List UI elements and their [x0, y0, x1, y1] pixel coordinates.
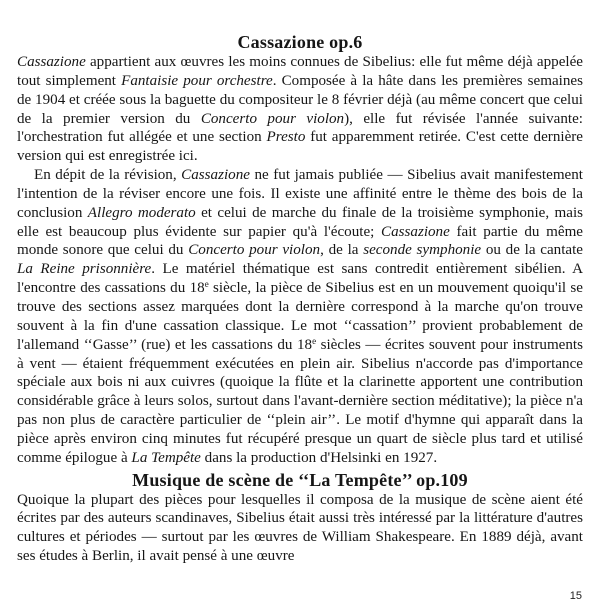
document-page — [17, 31, 583, 566]
italic-title: Concerto pour violon — [200, 110, 345, 127]
italic-title: seconde symphonie — [363, 242, 482, 259]
italic-title: Concerto pour violon — [188, 242, 321, 259]
italic-title: Cassazione — [181, 167, 250, 184]
section-title-cassazione: Cassazione op.6 — [237, 32, 363, 52]
ordinal-superscript: e — [312, 335, 317, 346]
paragraph-tempete-intro: Quoique la plupart des pièces pour lesquelles il composa de la musique de scène aient été écrites par des auteurs scandinaves, Sibelius était aussi très intéressé par la littérature d'autres cultures et périodes — surtout par les œuvres de William Shakespeare. En 1889 déjà, avant ses études à Berlin, il avait pensé à une œuvre — [17, 491, 583, 565]
paragraph-cassazione-revision: En dépit de la révision, Cassazione ne fut jamais publiée — Sibelius avait manifestement l'intention de la réviser encore une fois. Il existe une affinité entre le thème des bois de la conclusion Allegro moderato et celui de marche du finale de la troisième symphonie, mais elle est beaucoup plus évidente sur papier qu'à l'écoute; Cassazione fait partie du même monde sonore que celui du Concerto pour violon, de la seconde symphonie ou de la cantate La Reine prisonnière. Le matériel thématique est sans contredit entièrement sibélien. A l'encontre des cassations du 18e siècle, la pièce de Sibelius est en un mouvement quoiqu'il se trouve des sections assez marquées dont la dernière correspond à la marche qu'on trouve souvent à la fin d'une cassation classique. Le mot ‘‘cassation’’ provient probablement de l'allemand ‘‘Gasse’’ (rue) et les cassations du 18e siècles — écrites souvent pour instruments à vent — étaient fréquemment exécutées en plein air. Sibelius n'accorde pas d'importance spéciale aux bois ni aux cuivres (quoique la flûte et la clarinette apportent une contribution considérable grâce à leurs solos, surtout dans l'avant-dernière section méditative); la pièce n'a pas non plus de caractère particulier de ‘‘plein air’’. Le motif d'hymne qui apparaît dans la pièce après environ cinq minutes fut récupéré presque un quart de siècle plus tard et utilisé comme épilogue à La Tempête dans la production d'Helsinki en 1927. — [17, 167, 584, 466]
italic-title: Presto — [266, 129, 306, 146]
italic-title: Cassazione — [381, 223, 450, 240]
paragraph-cassazione-intro: Cassazione appartient aux œuvres les moins connues de Sibelius: elle fut même déjà appelée tout simplement Fantaisie pour orchestre. Composée à la hâte dans les premières semaines de 1904 et créée sous la baguette du compositeur le 8 février déjà (au même concert que celui de la premier version du Concerto pour violon), elle fut révisée l'année suivante: l'orchestration fut allégée et une section Presto fut apparemment retirée. C'est cette dernière version qui est enregistrée ici. — [17, 54, 583, 165]
italic-title: Allegro moderato — [87, 204, 196, 221]
section-title-tempete: Musique de scène de ‘‘La Tempête’’ op.109 — [132, 469, 468, 490]
italic-title: La Reine prisonnière — [17, 261, 152, 278]
italic-title: Fantaisie pour orchestre — [121, 72, 273, 89]
italic-title: Cassazione — [17, 54, 86, 70]
italic-title: La Tempête — [131, 449, 201, 466]
page-number: 15 — [569, 590, 582, 602]
ordinal-superscript: e — [204, 279, 209, 290]
